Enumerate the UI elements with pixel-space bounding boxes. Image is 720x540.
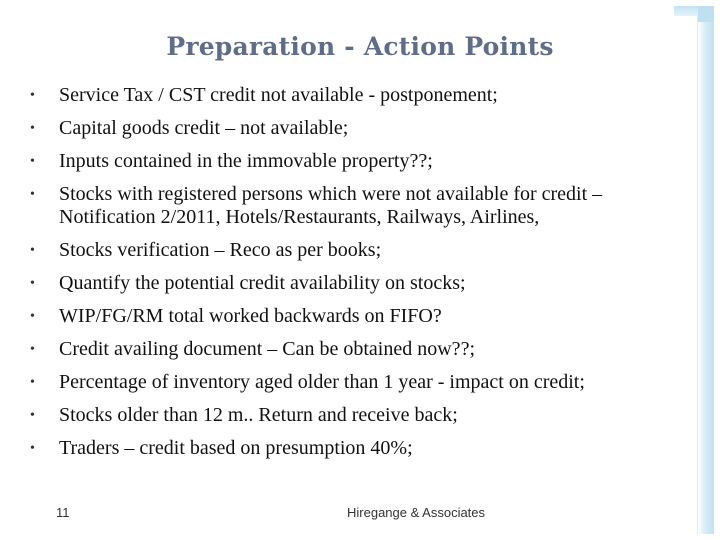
bullet-marker: • bbox=[30, 309, 35, 324]
bullet-item bbox=[30, 305, 700, 328]
slide-title: Preparation - Action Points bbox=[166, 32, 554, 61]
bullet-item bbox=[30, 84, 700, 107]
bullet-item bbox=[30, 404, 700, 427]
bullet-marker: • bbox=[30, 187, 35, 202]
bullet-item bbox=[30, 117, 700, 140]
page-number: 11 bbox=[56, 505, 70, 520]
bullet-item bbox=[30, 183, 700, 229]
bullet-marker: • bbox=[30, 88, 35, 103]
bullet-marker: • bbox=[30, 408, 35, 423]
bullet-text: Quantify the potential credit availability on stocks; bbox=[59, 272, 466, 294]
bullet-marker: • bbox=[30, 154, 35, 169]
bullet-text: Capital goods credit – not available; bbox=[59, 117, 349, 139]
bullet-item bbox=[30, 437, 700, 460]
bullet-text: Stocks verification – Reco as per books; bbox=[59, 239, 382, 261]
bullet-marker: • bbox=[30, 375, 35, 390]
bullet-text: Service Tax / CST credit not available - postponement; bbox=[59, 84, 498, 106]
bullet-text: Credit availing document – Can be obtained now??; bbox=[59, 338, 475, 360]
bullet-marker: • bbox=[30, 276, 35, 291]
bullet-item bbox=[30, 150, 700, 173]
bullet-item bbox=[30, 371, 700, 394]
decorative-frame-corner bbox=[698, 6, 714, 22]
bullet-item bbox=[30, 272, 700, 295]
bullet-text: WIP/FG/RM total worked backwards on FIFO? bbox=[59, 305, 442, 327]
bullet-marker: • bbox=[30, 243, 35, 258]
bullet-list bbox=[30, 84, 700, 470]
bullet-text: Stocks older than 12 m.. Return and receive back; bbox=[59, 404, 458, 426]
footer-company-name: Hiregange & Associates bbox=[347, 505, 486, 520]
bullet-item bbox=[30, 338, 700, 361]
bullet-marker: • bbox=[30, 441, 35, 456]
bullet-text: Traders – credit based on presumption 40%; bbox=[59, 437, 413, 459]
bullet-marker: • bbox=[30, 121, 35, 136]
bullet-text: Percentage of inventory aged older than 1 year - impact on credit; bbox=[59, 371, 585, 393]
bullet-item bbox=[30, 239, 700, 262]
bullet-text: Stocks with registered persons which were not available for credit – Notification 2/2011, Hotels/Restaurants, Railways, Airlines, bbox=[59, 183, 603, 228]
bullet-text: Inputs contained in the immovable property??; bbox=[59, 150, 433, 172]
bullet-marker: • bbox=[30, 342, 35, 357]
